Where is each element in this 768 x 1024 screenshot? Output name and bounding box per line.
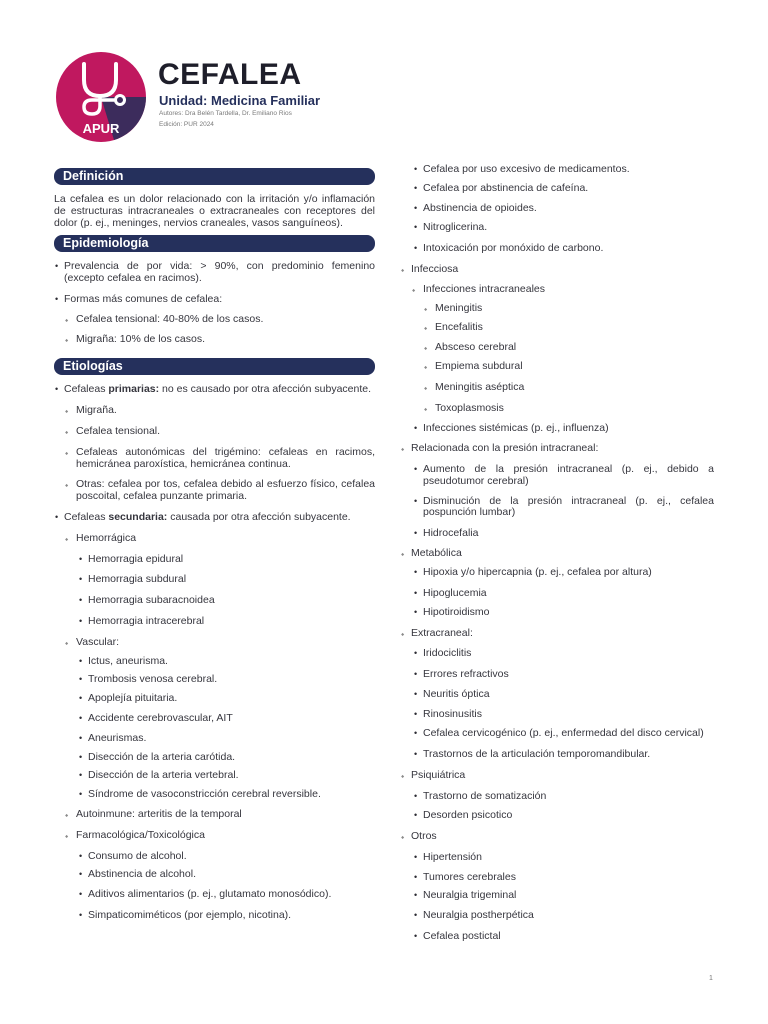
unit-subtitle: Unidad: Medicina Familiar (159, 93, 321, 108)
primary-headache-item: • Cefaleas primarias: no es causado por otra afección subyacente. (54, 384, 375, 396)
list-item: • Rinosinusitis (401, 709, 714, 721)
etiology-list (54, 384, 375, 921)
list-item: • Abstinencia de alcohol. (54, 869, 375, 881)
list-item: ⬩ Cefalea tensional. (54, 426, 375, 438)
list-item: ⬩ Psiquiátrica (401, 770, 714, 782)
list-item: ⬩ Infecciosa (401, 264, 714, 276)
list-item: • Cefalea cervicogénico (p. ej., enfermedad del disco cervical) (401, 728, 714, 740)
list-item: ⬩ Migraña: 10% de los casos. (54, 334, 375, 346)
list-item: ⬩ Infecciones intracraneales (401, 284, 714, 296)
list-item: • Aneurismas. (54, 733, 375, 745)
list-item: • Trastorno de somatización (401, 791, 714, 803)
list-item: • Simpaticomiméticos (por ejemplo, nicotina). (54, 910, 375, 922)
list-item: • Aumento de la presión intracraneal (p. ej., debido a pseudotumor cerebral) (401, 464, 714, 488)
list-item: • Hipotiroidismo (401, 607, 714, 619)
list-item: • Neuralgia trigeminal (401, 890, 714, 902)
list-item: • Prevalencia de por vida: > 90%, con predominio femenino (excepto cefalea en racimos). (54, 261, 375, 285)
list-item: • Hipoglucemia (401, 588, 714, 600)
list-item: • Aditivos alimentarios (p. ej., glutamato monosódico). (54, 889, 375, 901)
list-item: • Iridociclitis (401, 648, 714, 660)
list-item: • Infecciones sistémicas (p. ej., influenza) (401, 423, 714, 435)
list-item: • Intoxicación por monóxido de carbono. (401, 243, 714, 255)
list-item: • Formas más comunes de cefalea: (54, 294, 375, 306)
right-column (401, 164, 714, 943)
definition-text: La cefalea es un dolor relacionado con la irritación y/o inflamación de estructuras intracraneales o extracraneales con receptores del dolor (p. ej., meninges, nervios craneales, vasos sanguíneos). (54, 193, 375, 229)
list-item: ⬩ Migraña. (54, 405, 375, 417)
list-item: • Cefalea postictal (401, 931, 714, 943)
list-item: • Ictus, aneurisma. (54, 656, 375, 668)
list-item: ⬩ Encefalitis (401, 322, 714, 334)
list-item: • Trastornos de la articulación temporomandibular. (401, 749, 714, 761)
secondary-headache-item: • Cefaleas secundaria: causada por otra afección subyacente. (54, 512, 375, 524)
list-item: ⬩ Hemorrágica (54, 533, 375, 545)
list-item: • Hidrocefalia (401, 528, 714, 540)
list-item: ⬩ Farmacológica/Toxicológica (54, 830, 375, 842)
list-item: • Disección de la arteria vertebral. (54, 770, 375, 782)
list-item: ⬩ Relacionada con la presión intracraneal: (401, 443, 714, 455)
list-item: • Consumo de alcohol. (54, 851, 375, 863)
list-item: ⬩ Absceso cerebral (401, 342, 714, 354)
list-item: ⬩ Metabólica (401, 548, 714, 560)
page-title: CEFALEA (158, 58, 302, 91)
list-item: • Cefalea por abstinencia de cafeína. (401, 183, 714, 195)
left-column (54, 168, 375, 922)
list-item: • Cefalea por uso excesivo de medicamentos. (401, 164, 714, 176)
edition-line: Edición: PUR 2024 (159, 121, 214, 128)
page-number: 1 (709, 975, 713, 982)
section-heading-epidemiologia: Epidemiología (54, 235, 375, 252)
list-item: ⬩ Vascular: (54, 637, 375, 649)
list-item: • Desorden psicotico (401, 810, 714, 822)
list-item: • Hemorragia subaracnoidea (54, 595, 375, 607)
list-item: ⬩ Empiema subdural (401, 361, 714, 373)
list-item: • Hemorragia epidural (54, 554, 375, 566)
list-item: ⬩ Meningitis aséptica (401, 382, 714, 394)
document-header (54, 50, 714, 142)
list-item: ⬩ Autoinmune: arteritis de la temporal (54, 809, 375, 821)
etiology-list-continued (401, 164, 714, 943)
list-item: ⬩ Cefaleas autonómicas del trigémino: cefaleas en racimos, hemicránea paroxística, hemicránea continua. (54, 447, 375, 471)
section-heading-etiologias: Etiologías (54, 358, 375, 375)
list-item: • Hipertensión (401, 852, 714, 864)
list-item: • Neuralgia postherpética (401, 910, 714, 922)
list-item: • Hemorragia subdural (54, 574, 375, 586)
list-item: • Síndrome de vasoconstricción cerebral reversible. (54, 789, 375, 801)
list-item: ⬩ Extracraneal: (401, 628, 714, 640)
list-item: ⬩ Cefalea tensional: 40-80% de los casos. (54, 314, 375, 326)
list-item: • Nitroglicerina. (401, 222, 714, 234)
logo-text: APUR (82, 121, 120, 136)
list-item: • Accidente cerebrovascular, AIT (54, 713, 375, 725)
list-item: • Errores refractivos (401, 669, 714, 681)
list-item: • Disminución de la presión intracraneal (p. ej., cefalea pospunción lumbar) (401, 496, 714, 520)
list-item: • Hemorragia intracerebral (54, 616, 375, 628)
authors-line: Autores: Dra Belén Tardella, Dr. Emiliano Rios (159, 110, 292, 117)
list-item: • Abstinencia de opioides. (401, 203, 714, 215)
apur-stethoscope-logo (54, 52, 148, 142)
epidemiology-list (54, 261, 375, 345)
list-item: • Tumores cerebrales (401, 872, 714, 884)
list-item: • Disección de la arteria carótida. (54, 752, 375, 764)
list-item: ⬩ Otras: cefalea por tos, cefalea debido al esfuerzo físico, cefalea poscoital, cefalea punzante primaria. (54, 479, 375, 503)
list-item: ⬩ Toxoplasmosis (401, 403, 714, 415)
list-item: ⬩ Meningitis (401, 303, 714, 315)
list-item: • Apoplejía pituitaria. (54, 693, 375, 705)
list-item: ⬩ Otros (401, 831, 714, 843)
list-item: • Hipoxia y/o hipercapnia (p. ej., cefalea por altura) (401, 567, 714, 579)
list-item: • Neuritis óptica (401, 689, 714, 701)
section-heading-definicion: Definición (54, 168, 375, 185)
list-item: • Trombosis venosa cerebral. (54, 674, 375, 686)
